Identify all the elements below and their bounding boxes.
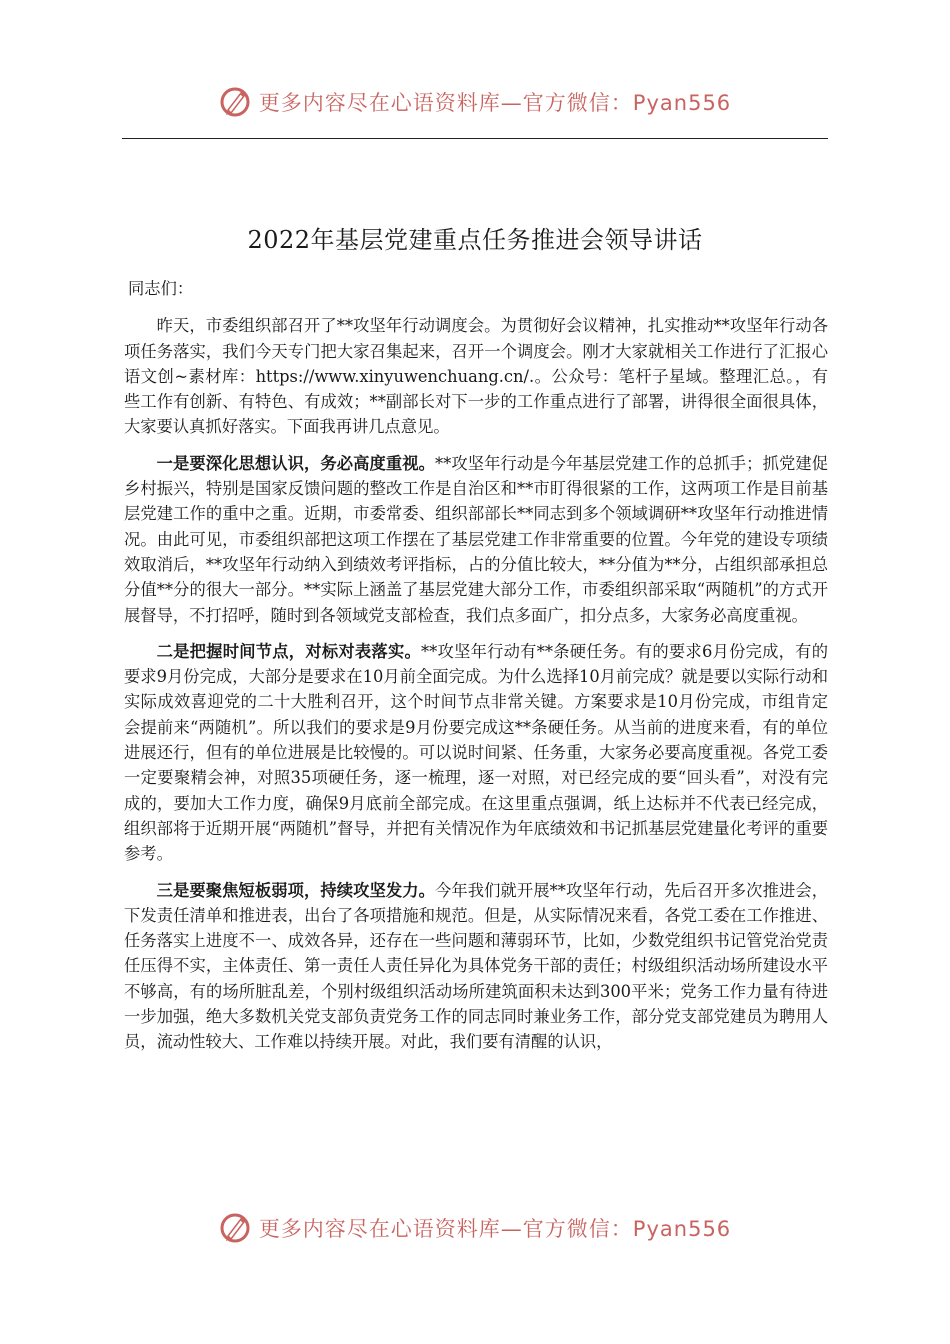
salutation: 同志们： — [128, 279, 194, 298]
section-paragraph-1 — [124, 451, 828, 628]
intro-paragraph: 昨天，市委组织部召开了**攻坚年行动调度会。为贯彻好会议精神，扎实推动**攻坚年行动各项任务落实，我们今天专门把大家召集起来，召开一个调度会。刚才大家就相关工作进行了汇报心语文创~素材库：https://www.xinyuwenchuang.cn/.。公众号：笔杆子星域。整理汇总。，有些工作有创新、有特色、有成效；**副部长对下一步的工作重点进行了部署，讲得很全面很具体，大家要认真抓好落实。下面我再讲几点意见。 — [124, 316, 828, 437]
document-body — [124, 276, 828, 1066]
watermark-text: 更多内容尽在心语资料库—官方微信：Pyan556 — [258, 91, 732, 115]
watermark-text: 更多内容尽在心语资料库—官方微信：Pyan556 — [258, 1217, 732, 1241]
section-heading-3: 三是要聚焦短板弱项，持续攻坚发力。 — [156, 880, 436, 900]
section-paragraph-2 — [124, 639, 828, 867]
header-watermark — [0, 82, 950, 122]
section-paragraph-3 — [124, 878, 828, 1055]
section-heading-1: 一是要深化思想认识，务必高度重视。 — [156, 453, 436, 473]
pen-circle-icon — [219, 86, 251, 118]
section-heading-2: 二是把握时间节点，对标对表落实。 — [156, 641, 422, 661]
section-text-2: **攻坚年行动有**条硬任务。有的要求6月份完成，有的要求9月份完成，大部分是要求在10月前全面完成。为什么选择10月前完成？就是要以实际行动和实际成效喜迎党的二十大胜利召开，这个时间节点非常关键。方案要求是10月份完成，市组肯定会提前来“两随机”。所以我们的要求是9月份要完成这**条硬任务。从当前的进度来看，有的单位进展还行，但有的单位进展是比较慢的。可以说时间紧、任务重，大家务必要高度重视。各党工委一定要聚精会神，对照35项硬任务，逐一梳理，逐一对照，对已经完成的要“回头看”，对没有完成的，要加大工作力度，确保9月底前全部完成。在这里重点强调，纸上达标并不代表已经完成，组织部将于近期开展“两随机”督导，并把有关情况作为年底绩效和书记抓基层党建量化考评的重要参考。 — [124, 641, 828, 864]
document-title: 2022年基层党建重点任务推进会领导讲话 — [247, 226, 703, 254]
section-text-1: **攻坚年行动是今年基层党建工作的总抓手；抓党建促乡村振兴，特别是国家反馈问题的整改工作是自治区和**市盯得很紧的工作，这两项工作是目前基层党建工作的重中之重。近期，市委常委、组织部部长**同志到多个领域调研**攻坚年行动推进情况。由此可见，市委组织部把这项工作摆在了基层党建工作非常重要的位置。今年党的建设专项绩效取消后，**攻坚年行动纳入到绩效考评指标，占的分值比较大，**分值为**分，占组织部承担总分值**分的很大一部分。**实际上涵盖了基层党建大部分工作，市委组织部采取“两随机”的方式开展督导，不打招呼，随时到各领域党支部检查，我们点多面广，扣分点多，大家务必高度重视。 — [124, 453, 828, 625]
pen-circle-icon — [219, 1212, 251, 1244]
footer-watermark — [0, 1208, 950, 1248]
header-divider — [122, 138, 828, 139]
section-text-3: 今年我们就开展**攻坚年行动，先后召开多次推进会，下发责任清单和推进表，出台了各项措施和规范。但是，从实际情况来看，各党工委在工作推进、任务落实上进度不一、成效各异，还存在一些问题和薄弱环节，比如，少数党组织书记管党治党责任压得不实，主体责任、第一责任人责任异化为具体党务干部的责任；村级组织活动场所建设水平不够高，有的场所脏乱差，个别村级组织活动场所建筑面积未达到300平米；党务工作力量有待进一步加强，绝大多数机关党支部负责党务工作的同志同时兼业务工作，部分党支部党建员为聘用人员，流动性较大、工作难以持续开展。对此，我们要有清醒的认识， — [124, 880, 828, 1052]
